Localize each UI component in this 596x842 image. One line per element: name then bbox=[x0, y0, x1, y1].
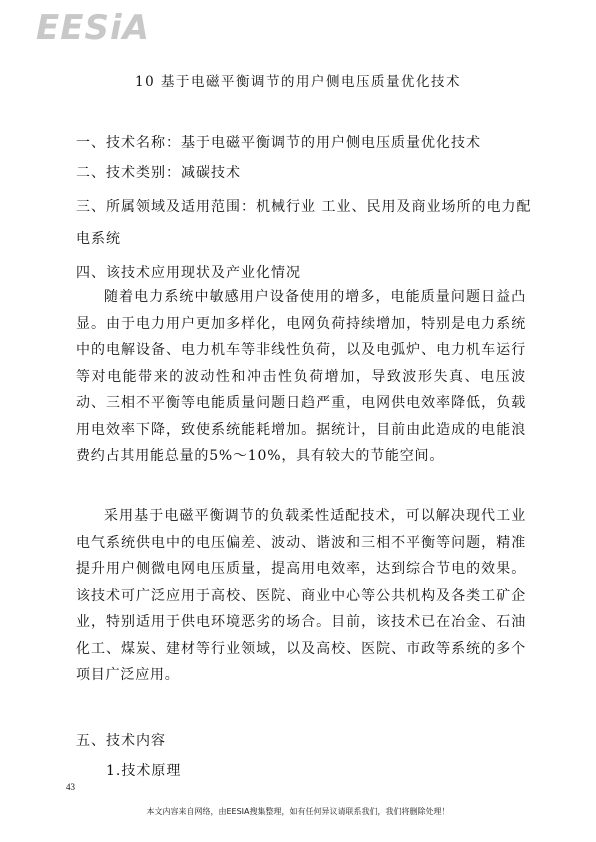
section-technology-category: 二、技术类别：减碳技术 bbox=[76, 165, 241, 181]
paragraph-technology-application: 采用基于电磁平衡调节的负载柔性适配技术，可以解决现代工业电气系统供电中的电压偏差、波动、谐波和三相不平衡等问题，精准提升用户侧微电网电压质量，提高用电效率，达到综合节电的效果。该技术可广泛应用于高校、医院、商业中心等公共机构及各类工矿企业，特别适用于供电环境恶劣的场合。目前，该技术已在冶金、石油化工、煤炭、建材等行业领域，以及高校、医院、市政等系统的多个项目广泛应用。 bbox=[76, 508, 526, 683]
section-application-status: 四、该技术应用现状及产业化情况 bbox=[76, 265, 301, 281]
section-technology-content: 五、技术内容 bbox=[76, 733, 166, 749]
eesia-logo: EESiA bbox=[36, 8, 150, 48]
subsection-technology-principle: 1.技术原理 bbox=[106, 763, 182, 779]
paragraph-background: 随着电力系统中敏感用户设备使用的增多，电能质量问题日益凸显。由于电力用户更加多样化，电网负荷持续增加，特别是电力系统中的电解设备、电力机车等非线性负荷，以及电弧炉、电力机车运行等对电能带来的波动性和冲击性负荷增加，导致波形失真、电压波动、三相不平衡等电能质量问题日趋严重，电网供电效率降低，负载用电效率下降，致使系统能耗增加。据统计，目前由此造成的电能浪费约占其用能总量的5%～10%，具有较大的节能空间。 bbox=[76, 289, 526, 464]
page-number: 43 bbox=[66, 782, 75, 792]
footer-disclaimer: 本文内容来自网络，由EESIA搜集整理，如有任何异议请联系我们，我们将删除处理！ bbox=[146, 807, 450, 816]
document-title: 10 基于电磁平衡调节的用户侧电压质量优化技术 bbox=[135, 74, 461, 90]
section-application-field-line2: 电系统 bbox=[76, 231, 121, 247]
section-technology-name: 一、技术名称：基于电磁平衡调节的用户侧电压质量优化技术 bbox=[76, 135, 481, 151]
section-application-field-line1: 三、所属领域及适用范围：机械行业 工业、民用及商业场所的电力配 bbox=[76, 199, 532, 215]
